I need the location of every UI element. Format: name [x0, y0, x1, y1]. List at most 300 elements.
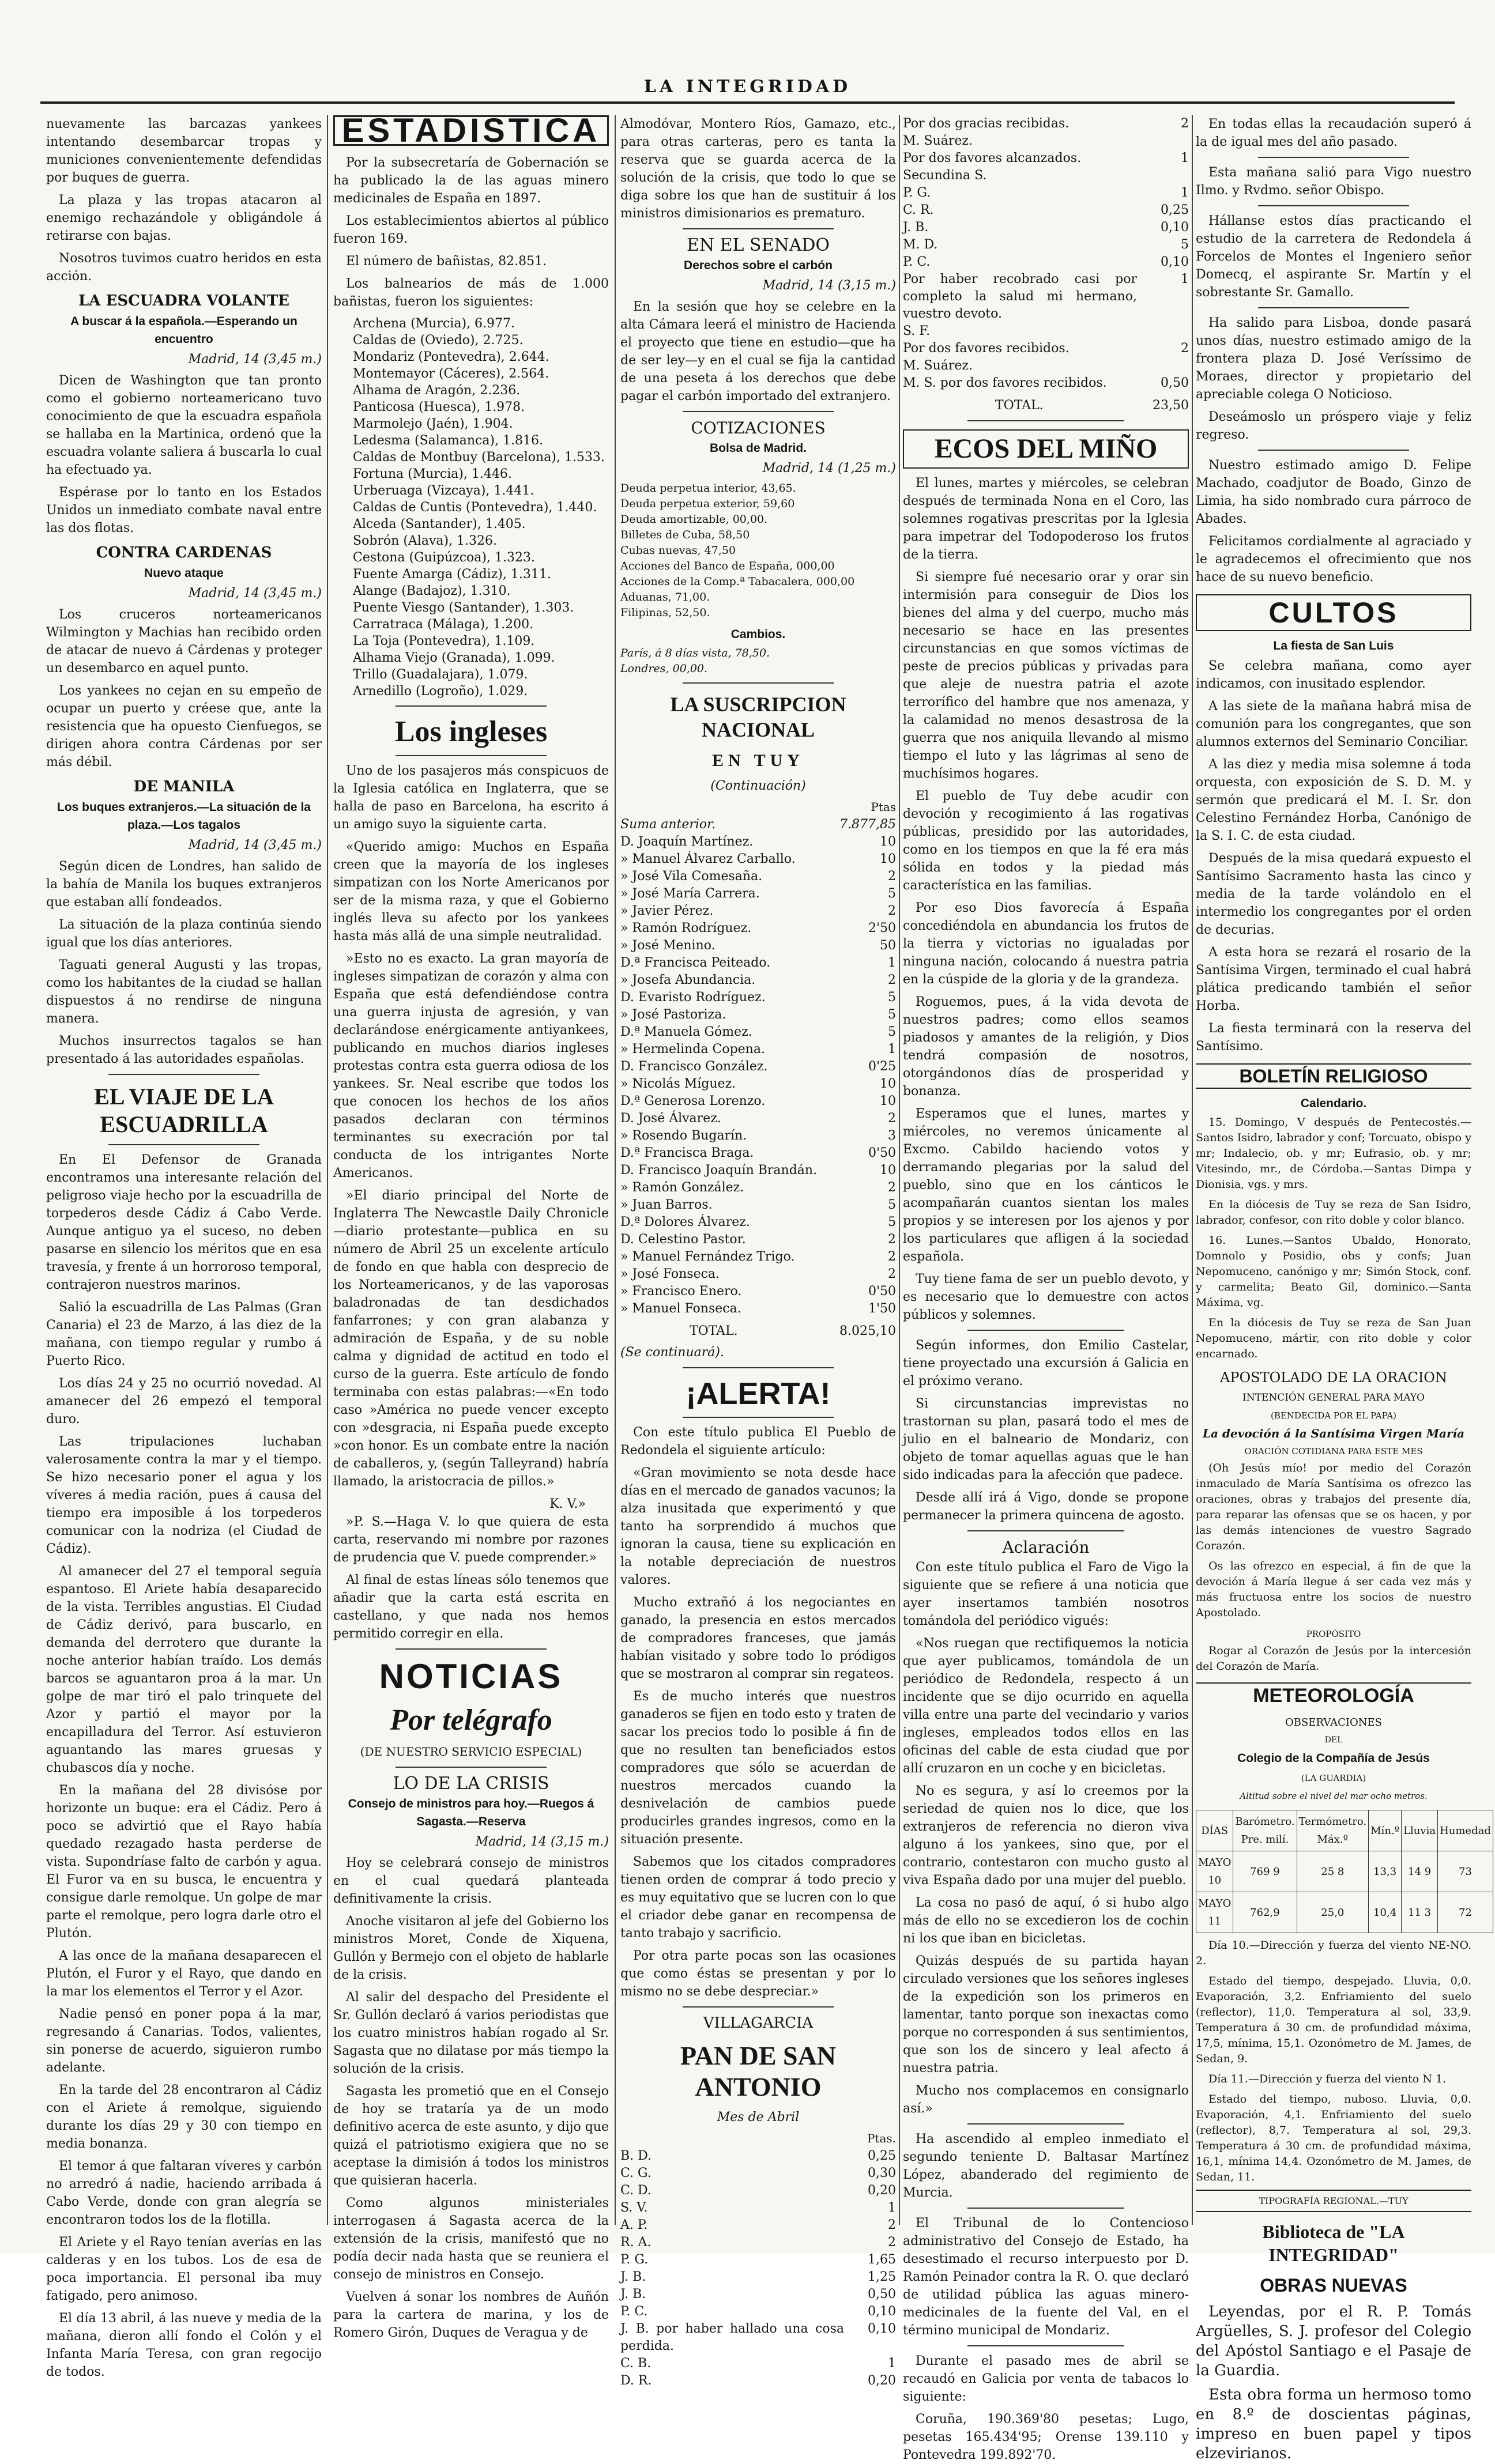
section-kicker: La devoción á la Santísima Virgen María	[1202, 1427, 1465, 1440]
paragraph: Como algunos ministeriales interrogasen á Sagasta acerca de la extensión de la crisis, manifestó que no podía decir nada hasta que se reuniera el consejo de ministros en Consejo.	[333, 2196, 609, 2282]
list-row	[620, 989, 896, 1006]
list-row-value: 0,10	[868, 2322, 896, 2336]
separator	[683, 682, 834, 684]
list-row-label: » Rosendo Bugarín.	[620, 1129, 747, 1143]
list-row-value: 5	[1181, 237, 1189, 252]
list-row-value: 1	[888, 956, 896, 970]
list-row-label: » José Vila Comesaña.	[620, 869, 763, 884]
separator	[396, 705, 547, 707]
paragraph: Hoy se celebrará consejo de ministros en el cual quedará planteada definitivamente la crisis.	[333, 1856, 609, 1906]
section-kicker: Bolsa de Madrid.	[709, 442, 807, 455]
paragraph: Felicitamos cordialmente al agraciado y le agradecemos el ofrecimiento que nos hace de su nuevo beneficio.	[1196, 534, 1471, 584]
list-row-value: 0,10	[1161, 255, 1189, 269]
paragraph: Los cruceros norteamericanos Wilmington y Machias han recibido orden de atacar de nuevo á Cárdenas y proteger un desembarco en aquel punto.	[46, 607, 322, 676]
column-5	[1196, 115, 1491, 2462]
paragraph: Anoche visitaron al jefe del Gobierno los ministros Moret, Conde de Xiquena, Gullón y Bermejo con el objeto de hablarle de la crisis.	[333, 1914, 609, 1982]
list-row-value: 2	[888, 1250, 896, 1264]
paragraph: La plaza y las tropas atacaron al enemigo rechazándole y obligándole á retirarse con bajas.	[46, 193, 322, 243]
list-row-label: B. D.	[620, 2149, 652, 2163]
paragraph: Si siempre fué necesario orar y orar sin intermisión para conseguir de Dios los bienes del alma y del cuerpo, mucho más necesario se hace en las presentes circunstancias en que somos víctimas de peste de precios públicas y privadas para que aleje de nuestra patria el azote terrorífico del hambre que nos amenaza, y la calamidad no menos desastrosa de la guerra que nos aniquila llevando al mismo tiempo el luto y las lágrimas al seno de muchísimos hogares.	[903, 570, 1189, 781]
list-row	[903, 150, 1189, 167]
list-row-value: 0,20	[868, 2183, 896, 2198]
list-item: Archena (Murcia), 6.977.	[353, 316, 515, 331]
list-row-label: » Javier Pérez.	[620, 904, 714, 918]
list-row	[903, 133, 1189, 150]
section-kicker: (LA GUARDIA)	[1301, 1773, 1366, 1783]
separator	[396, 1767, 547, 1768]
list-item: París, á 8 días vista, 78,50.	[620, 647, 770, 659]
section-heading: CULTOS	[1196, 594, 1471, 631]
paragraph: Deseámoslo un próspero viaje y feliz regreso.	[1196, 410, 1471, 442]
list-row-label: » Francisco Enero.	[620, 1284, 742, 1299]
dateline: Madrid, 14 (3,15 m.)	[762, 278, 896, 293]
donor-list	[620, 833, 896, 1318]
list-row-label: » Nicolás Míguez.	[620, 1077, 736, 1091]
list-row	[903, 167, 1189, 184]
column-4	[903, 115, 1189, 2462]
separator	[683, 411, 834, 412]
list-row-value: 10	[880, 1163, 896, 1178]
section-kicker: A buscar á la española.—Esperando un encuentro	[70, 315, 298, 346]
paragraph: La fiesta terminará con la reserva del Santísimo.	[1196, 1021, 1471, 1054]
paragraph: (Oh Jesús mío! por medio del Corazón inmaculado de María Santísima os ofrezco las oraciones, obras y trabajos del presente día, para reparar las ofensas que se os hacen, y por las demás intenciones de vuestro Sagrado Corazón.	[1196, 1462, 1471, 1552]
list-row-label: S. F.	[903, 324, 931, 338]
paragraph: Almodóvar, Montero Ríos, Gamazo, etc., para otras carteras, pero es tanta la reserva que se guarda acerca de la solución de la crisis, que todo lo que se diga sobre los que han de sustituir á los ministros dimisionarios es prematuro.	[620, 117, 896, 221]
list-row-label: D. Francisco González.	[620, 1059, 768, 1074]
section-kicker: Derechos sobre el carbón	[684, 259, 833, 272]
list-item: Fortuna (Murcia), 1.446.	[353, 467, 512, 481]
list-row	[903, 271, 1189, 323]
separator	[1258, 450, 1410, 451]
list-row	[620, 2199, 896, 2217]
separator	[967, 1330, 1125, 1331]
paragraph: Estado del tiempo, despejado. Lluvia, 0,0. Evaporación, 3,2. Enfriamiento del suelo (reflector), 11,0. Temperatura al sol, 33,9. Temperatura á 30 cm. de profundidad máxima, 17,5, mínima, 15,1. Ozonómetro de M. James, de Sedan, 9.	[1196, 1975, 1471, 2065]
paragraph: El Ariete y el Rayo tenían averías en las calderas y en los tubos. Los de esa de poca importancia. El personal iba muy fatigado, pero animoso.	[46, 2235, 322, 2303]
list-row-value: 2	[888, 1232, 896, 1247]
currency-label: Ptas.	[867, 2131, 896, 2145]
section-kicker: La fiesta de San Luis	[1273, 639, 1394, 652]
paragraph: Mucho extrañó á los negociantes en ganado, la presencia en estos mercados de compradores franceses, que jamás habían visitado y sobre todo lo pródigos que se mostraron al comprar sin regateos.	[620, 1595, 896, 1681]
list-row-value: 0'50	[868, 1146, 896, 1160]
paragraph: Roguemos, pues, á la vida devota de nuestros padres; como ellos seamos piadosos y amantes de la religión, y Dios tendrá compasión de nosotros, otorgándonos días de prosperidad y bonanza.	[903, 995, 1189, 1099]
list-row-label: J. B.	[903, 220, 929, 235]
paragraph: Con este título publica el Faro de Vigo la siguiente que se refiere á una noticia que ayer insertamos también nosotros tomándola del periódico vigués:	[903, 1560, 1189, 1628]
paragraph: En la sesión que hoy se celebre en la alta Cámara leerá el ministro de Hacienda el proyecto que tiene en estudio—que ha de ser ley—y en el cual se fija la cantidad de una peseta á los derechos que debe pagar el carbón importado del extranjero.	[620, 300, 896, 403]
list-row-value: 1	[1181, 186, 1189, 200]
list-row-value: 2	[888, 1267, 896, 1281]
list-row-value	[1137, 133, 1189, 150]
list-item: Urberuaga (Vizcaya), 1.441.	[353, 484, 534, 498]
list-item: Arnedillo (Logroño), 1.029.	[353, 684, 528, 699]
paragraph: Hállanse estos días practicando el estudio de la carretera de Redondela á Forcelos de Montes el Ingeniero señor Domecq, el aspirante Sr. Martín y el sobrestante Sr. Gamallo.	[1196, 214, 1471, 300]
paragraph: «Querido amigo: Muchos en España creen que la mayoría de los ingleses simpatizan con los Norte Americanos por ser de la misma raza, y que el Gobierno inglés lleva su afecto por los yankees hasta más allá de una simple neutralidad.	[333, 840, 609, 944]
list-row	[620, 1110, 896, 1127]
list-row-value: 2	[888, 1111, 896, 1126]
printer-line: TIPOGRAFÍA REGIONAL.—TUY	[1196, 2190, 1471, 2212]
list-row	[620, 954, 896, 972]
paragraph: La situación de la plaza continúa siendo igual que los días anteriores.	[46, 918, 322, 950]
paragraph: Los días 24 y 25 no ocurrió novedad. Al amanecer del 26 empezó el temporal duro.	[46, 1376, 322, 1427]
dateline: Madrid, 14 (3,45 m.)	[188, 586, 322, 601]
list-row-label: » José Menino.	[620, 938, 716, 953]
paragraph: »P. S.—Haga V. lo que quiera de esta carta, reservando mi nombre por razones de prudencia que V. puede comprender.»	[333, 1515, 609, 1565]
paragraph: Rogar al Corazón de Jesús por la intercesión del Corazón de María.	[1196, 1644, 1471, 1673]
column-rule	[327, 115, 328, 2225]
paragraph: »El diario principal del Norte de Inglaterra The Newcastle Daily Chronicle—diario protestante—publica en su número de Abril 25 un excelente artículo de fondo en que habla con desprecio de los Norteamericanos, y de las vaporosas baladronadas de tan desdichados fanfarrones; y con gran alabanza y admiración de España, y de su noble calma y dignidad de actitud en todo el curso de la guerra. Este artículo de fondo terminaba con estas palabras:—«En todo caso »América no puede vencer excepto con »desgracia, ni España puede excepto »con honor. Es un combate entre la nación de caballeros, y, (según Talleyrand) habría llamado, la aristocracia de pillos.»	[333, 1188, 609, 1489]
list-row	[620, 2269, 896, 2286]
paragraph: A esta hora se rezará el rosario de la Santísima Virgen, terminado el cual habrá plática predicando también el señor Horba.	[1196, 945, 1471, 1013]
list-item: Montemayor (Cáceres), 2.564.	[353, 367, 549, 381]
table-cell: 13,3	[1369, 1851, 1402, 1892]
list-row	[903, 202, 1189, 219]
list-row	[620, 2320, 896, 2355]
column-rule	[615, 115, 616, 2225]
list-row	[620, 1179, 896, 1197]
list-row-label: Por dos gracias recibidas.	[903, 116, 1070, 131]
paragraph: Al salir del despacho del Presidente el Sr. Gullón declaró á varios periodistas que los cuatro ministros habían rogado al Sr. Sagasta que no dilatase por más tiempo la solución de la crisis.	[333, 1990, 609, 2076]
section-kicker: Consejo de ministros para hoy.—Ruegos á Sagasta.—Reserva	[348, 1797, 594, 1828]
table-header-cell: Termómetro. Máx.º	[1297, 1810, 1369, 1851]
list-item: Ledesma (Salamanca), 1.816.	[353, 433, 544, 448]
list-row-label: C. R.	[903, 203, 934, 217]
list-item: Alhama de Aragón, 2.236.	[353, 383, 521, 398]
list-row-value: 5	[888, 1008, 896, 1022]
separator	[967, 2345, 1125, 2346]
paragraph: A las diez y media misa solemne á toda orquesta, con exposición de S. D. M. y sermón que predicará el M. I. Sr. don Celestino Fernández Horba, Canónigo de la S. I. C. de esta ciudad.	[1196, 757, 1471, 843]
list-row-value: 10	[880, 852, 896, 866]
paragraph: 15. Domingo, V después de Pentecostés.—Santos Isidro, labrador y conf; Torcuato, obispo y mr; Indalecio, ob. y mr; Eufrasio, ob. y mr; Vitesindo, mr., de Córdoba.—Santas Dimpa y Dionisia, vgs. y mrs.	[1196, 1116, 1471, 1191]
separator	[108, 1144, 260, 1145]
paragraph: El temor á que faltaran víveres y carbón no arredró á nadie, haciendo arribada á Cabo Verde, donde con gran alegría se encontraron todos los de la flotilla.	[46, 2159, 322, 2227]
list-row-label: » Juan Barros.	[620, 1198, 713, 1212]
list-row	[620, 833, 896, 851]
section-heading: ESTADISTICA	[333, 115, 609, 146]
list-row	[620, 1076, 896, 1093]
paragraph: En todas ellas la recaudación superó á la de igual mes del año pasado.	[1196, 117, 1471, 149]
list-row-label: Por haber recobrado casi por completo la salud mi hermano, vuestro devoto.	[903, 272, 1137, 321]
section-heading: Aclaración	[1002, 1538, 1090, 1557]
list-row-label: R. A.	[620, 2235, 652, 2250]
separator	[967, 1530, 1125, 1531]
list-row	[620, 2148, 896, 2165]
list-row-label: » Josefa Abundancia.	[620, 973, 756, 987]
paragraph: Os las ofrezco en especial, á fin de que la devoción á María llegue á ser cada vez más y más fructuosa entre los socios de nuestro Apostolado.	[1196, 1560, 1471, 1619]
section-heading: VILLAGARCIA	[703, 2014, 814, 2032]
paragraph: El día 13 abril, á las nueve y media de la mañana, dieron allí fondo el Colón y el Infanta María Teresa, con gran regocijo de todos.	[46, 2311, 322, 2379]
list-row	[620, 2182, 896, 2199]
list-row-label: Por dos favores recibidos.	[903, 341, 1070, 356]
paragraph: Ha salido para Lisboa, donde pasará unos días, nuestro estimado amigo de la frontera plaza D. José Veríssimo de Moraes, director y propietario del apreciable colega O Noticioso.	[1196, 316, 1471, 402]
fx-list	[620, 646, 896, 677]
list-row-value: 1	[1181, 272, 1189, 286]
list-item: Filipinas, 52,50.	[620, 606, 710, 619]
list-item: Aduanas, 71,00.	[620, 591, 710, 603]
list-row-value: 10	[880, 1077, 896, 1091]
list-row-label: D.ª Dolores Álvarez.	[620, 1215, 750, 1229]
list-row-label: Por dos favores alcanzados.	[903, 151, 1082, 165]
dateline: Madrid, 14 (3,45 m.)	[188, 838, 322, 852]
list-item: Alange (Badajoz), 1.310.	[353, 584, 511, 598]
paragraph: Ha ascendido al empleo inmediato el segundo teniente D. Baltasar Martínez López, abanderado del regimiento de Murcia.	[903, 2132, 1189, 2200]
section-heading: BOLETÍN RELIGIOSO	[1196, 1063, 1471, 1089]
list-row	[620, 937, 896, 954]
paragraph: Es de mucho interés que nuestros ganaderos se fijen en todo esto y traten de sacar los precios todo lo posible á fin de que no resulten tan beneficiados estos compradores que sólo se acuerdan de nuestros mercados cuando la desnivelación de cambios puede producirles grandes ingresos, como en la situación presente.	[620, 1689, 896, 1847]
paragraph: El Tribunal de lo Contencioso administrativo del Consejo de Estado, ha desestimado el recurso interpuesto por D. Ramón Peinador contra la R. O. que declaró de utilidad pública las aguas minero-medicinales de la fuente del Val, en el término municipal de Mondariz.	[903, 2216, 1189, 2338]
list-row-value: 0,25	[868, 2149, 896, 2163]
paragraph: En la tarde del 28 encontraron al Cádiz con el Ariete á remolque, siguiendo durante los días 29 y 30 con tiempo en media bonanza.	[46, 2083, 322, 2151]
paragraph: Al amanecer del 27 el temporal seguía espantoso. El Ariete había desaparecido de la vista. Terribles angustias. El Ciudad de Cádiz derivó, para buscarlo, en demanda del derrotero que durante la noche anterior habían traído. Los demás barcos se aguantaron proa á la mar. Un golpe de mar tiró el palo trinquete del Azor y partió el mayor por la encapilladura del Terror. Así estuvieron aguantando las mares gruesas y chubascos día y noche.	[46, 1564, 322, 1775]
paragraph: Día 11.—Dirección y fuerza del viento N 1.	[1208, 2073, 1447, 2085]
section-heading: DE MANILA	[133, 778, 235, 795]
list-row-label: » José Pastoriza.	[620, 1008, 726, 1022]
list-item: Panticosa (Huesca), 1.978.	[353, 400, 525, 414]
list-row-value: 2'50	[868, 921, 896, 935]
list-row-label: M. S. por dos favores recibidos.	[903, 376, 1107, 390]
separator	[967, 2208, 1125, 2209]
section-kicker: PROPÓSITO	[1306, 1629, 1361, 1639]
list-row-value: 0,10	[1161, 220, 1189, 235]
list-item: Carratraca (Málaga), 1.200.	[353, 617, 534, 632]
column-rule	[1192, 115, 1193, 2225]
separator	[967, 2123, 1125, 2125]
list-row-label: » Manuel Fonseca.	[620, 1301, 741, 1316]
list-row-value	[1137, 357, 1189, 375]
paragraph: Después de la misa quedará expuesto el Santísimo Sacramento hasta las cinco y media de la tarde volándolo en el intermedio los congregantes por el orden de decurias.	[1196, 851, 1471, 937]
list-row-label: P. C.	[620, 2304, 648, 2319]
column-3	[620, 115, 896, 2388]
list-row-value: 0'25	[868, 1059, 896, 1074]
section-kicker: DEL	[1324, 1735, 1343, 1745]
list-row-label: » José María Carrera.	[620, 886, 760, 901]
list-row	[903, 219, 1189, 236]
paragraph: Por otra parte pocas son las ocasiones que como éstas se presentan y por lo mismo no se debe despreciar.»	[620, 1949, 896, 1999]
paragraph: «Gran movimiento se nota desde hace días en el mercado de ganados vacunos; la alza inusitada que experimentó y que tanto ha sorprendido á muchos que ignoran la causa, tiene su explicación en la notable depreciación de nuestros valores.	[620, 1466, 896, 1587]
paragraph: En la diócesis de Tuy se reza de San Isidro, labrador, confesor, con rito doble y color blanco.	[1196, 1198, 1471, 1227]
list-item: Cubas nuevas, 47,50	[620, 544, 736, 557]
separator	[683, 2006, 834, 2008]
list-row	[620, 851, 896, 868]
paragraph: Si circunstancias imprevistas no trastornan su plan, pasará todo el mes de julio en el balneario de Mondariz, con objeto de tomar aquellas aguas que le han sido indicadas para la afección que padece.	[903, 1397, 1189, 1482]
list-row-value: 1	[1181, 151, 1189, 165]
section-heading: Por telégrafo	[390, 1704, 552, 1737]
separator	[1258, 157, 1410, 158]
paragraph: Espérase por lo tanto en los Estados Unidos un inmediato combate naval entre las dos flotas.	[46, 485, 322, 535]
list-row: Suma anterior. 7.877,85	[620, 817, 896, 832]
list-row-value: 1	[888, 2201, 896, 2215]
list-item: Trillo (Guadalajara), 1.079.	[353, 667, 528, 682]
list-row-value: 5	[888, 990, 896, 1005]
paragraph: Se celebra mañana, como ayer indicamos, con inusitado esplendor.	[1196, 659, 1471, 691]
paragraph: Salió la escuadrilla de Las Palmas (Gran Canaria) el 23 de Marzo, á las diez de la mañana, con tiempo regular y rumbo á Puerto Rico.	[46, 1300, 322, 1368]
list-row-value: 0,30	[868, 2166, 896, 2180]
list-item: Mondariz (Pontevedra), 2.644.	[353, 350, 549, 364]
paragraph: Sabemos que los citados compradores tienen orden de comprar á todo precio y es muy equitativo que se lucren con lo que el criador debe ganar en recompensa de tanto trabajo y sacrificio.	[620, 1855, 896, 1941]
weather-table-header	[1196, 1810, 1493, 1851]
paragraph: Los yankees no cejan en su empeño de ocupar un puerto y créese que, ante la resistencia que ha opuesto Cienfuegos, se dirigen ahora contra Cárdenas por ser más débil.	[46, 684, 322, 769]
list-row-value: 2	[888, 1180, 896, 1195]
section-heading: EL VIAJE DE LA ESCUADRILLA	[94, 1084, 274, 1137]
list-row-label: C. B.	[620, 2356, 652, 2371]
list-row-label: Secundina S.	[903, 168, 987, 183]
list-row-label: D.ª Francisca Peiteado.	[620, 956, 771, 970]
section-kicker: OBSERVACIONES	[1285, 1716, 1382, 1729]
list-row	[620, 1214, 896, 1231]
list-row-label: J. B.	[620, 2287, 646, 2301]
list-item: Caldas de Cuntis (Pontevedra), 1.440.	[353, 500, 597, 515]
list-row-value: 5	[888, 1215, 896, 1229]
paragraph: Mucho nos complacemos en consignarlo así.»	[903, 2084, 1189, 2116]
list-row	[620, 2355, 896, 2372]
list-row-label: M. D.	[903, 237, 938, 252]
section-heading: Biblioteca de "LA INTEGRIDAD"	[1262, 2221, 1405, 2265]
paragraph: Dicen de Washington que tan pronto como el gobierno norteamericano tuvo conocimiento de que la escuadra española se hallaba en la Martinica, ordenó que la escuadra volante saliera á buscarla lo cual ha efectuado ya.	[46, 373, 322, 477]
table-cell: 14 9	[1402, 1851, 1438, 1892]
separator	[1258, 307, 1410, 308]
continuation-note: (Se continuará).	[620, 1345, 724, 1360]
table-cell: 10,4	[1369, 1892, 1402, 1933]
weather-table-body	[1196, 1851, 1493, 1933]
table-cell: MAYO 11	[1196, 1892, 1233, 1933]
list-row	[620, 2286, 896, 2303]
list-item: Acciones del Banco de España, 000,00	[620, 560, 835, 572]
paragraph: Con este título publica El Pueblo de Redondela el siguiente artículo:	[620, 1425, 896, 1458]
paragraph: El lunes, martes y miércoles, se celebran después de terminada Nona en el Coro, las solemnes rogativas prescritas por la Iglesia para impetrar del Todopoderoso los frutos de la tierra.	[903, 476, 1189, 562]
list-row-value: 10	[880, 835, 896, 849]
list-row-label: D. R.	[620, 2374, 652, 2388]
section-kicker: (DE NUESTRO SERVICIO ESPECIAL)	[360, 1745, 582, 1759]
section-heading: NOTICIAS	[379, 1657, 563, 1696]
list-row-value	[1137, 323, 1189, 340]
paragraph: La cosa no pasó de aquí, ó si hubo algo más de ello no se excedieron los de cochin ni los que iban en bicicletas.	[903, 1896, 1189, 1946]
spa-list	[333, 315, 609, 700]
table-cell: 72	[1438, 1892, 1493, 1933]
paragraph: Los establecimientos abiertos al público fueron 169.	[333, 214, 609, 246]
list-row-value: 5	[888, 1198, 896, 1212]
table-header-cell: DÍAS	[1196, 1810, 1233, 1851]
list-row-label: » José Fonseca.	[620, 1267, 720, 1281]
list-row-value: 2	[1181, 341, 1189, 356]
list-row-label: A. P.	[620, 2218, 648, 2232]
separator	[683, 228, 834, 229]
list-row	[620, 1006, 896, 1024]
paragraph: »Esto no es exacto. La gran mayoría de ingleses simpatizan de corazón y alma con España que está defendiéndose contra una guerra injusta de agresión, y van declarándose enérgicamente antiyankees, publicando en muchos diarios ingleses protestas contra esta guerra odiosa de los yankees. Sr. Neal escribe que todos los que conocen los hechos de los años pasados declaran con términos terminantes su execración por tal conducta de los intrigantes Norte Americanos.	[333, 952, 609, 1180]
list-row	[620, 1300, 896, 1318]
list-row-value: 2	[888, 869, 896, 884]
list-row-label: D. Joaquín Martínez.	[620, 835, 754, 849]
list-row	[620, 2217, 896, 2234]
list-row-label: D. José Álvarez.	[620, 1111, 721, 1126]
list-row	[620, 920, 896, 937]
list-row	[620, 1041, 896, 1058]
section-kicker: Cambios.	[730, 628, 786, 641]
list-row-label: P. G.	[620, 2252, 649, 2267]
paragraph: Uno de los pasajeros más conspicuos de la Iglesia católica en Inglaterra, que se halla de paso en Barcelona, ha escrito á un amigo suyo la siguiente carta.	[333, 764, 609, 832]
section-heading: LO DE LA CRISIS	[393, 1774, 549, 1794]
signature: K. V.»	[549, 1497, 586, 1511]
list-row	[620, 1283, 896, 1300]
list-row	[620, 2303, 896, 2320]
weather-table	[1196, 1810, 1493, 1933]
table-cell: 25,0	[1297, 1892, 1369, 1933]
currency-label: Ptas	[871, 800, 896, 814]
paragraph: Por la subsecretaría de Gobernación se ha publicado la de las aguas minero medicinales de España en 1897.	[333, 156, 609, 206]
paragraph: Nuestro estimado amigo D. Felipe Machado, coadjutor de Boado, Ginzo de Limia, ha sido nombrado cura párroco de Abades.	[1196, 458, 1471, 526]
dateline: Madrid, 14 (3,15 m.)	[475, 1835, 609, 1849]
masthead	[40, 69, 1455, 104]
list-row-label: J. B. por haber hallado una cosa perdida.	[620, 2322, 844, 2353]
section-heading: EN EL SENADO	[686, 235, 830, 255]
paragraph: nuevamente las barcazas yankees intentando desembarcar tropas y municiones convenientemente defendidas por buques de guerra.	[46, 117, 322, 185]
list-row-value: 0,50	[1161, 376, 1189, 390]
table-header-cell: Humedad	[1438, 1810, 1493, 1851]
table-cell: 762,9	[1233, 1892, 1297, 1933]
table-cell: 11 3	[1402, 1892, 1438, 1933]
separator	[396, 755, 547, 756]
paragraph: Leyendas, por el R. P. Tomás Argüelles, S. J. profesor del Colegio del Apóstol Santiago e el Pasaje de la Guardia.	[1196, 2303, 1471, 2379]
table-cell: 73	[1438, 1851, 1493, 1892]
list-row-value: 0,25	[1161, 203, 1189, 217]
list-row	[620, 2165, 896, 2182]
table-cell: MAYO 10	[1196, 1851, 1233, 1892]
list-row-value: 2	[888, 973, 896, 987]
list-row	[620, 903, 896, 920]
list-row-label: » Hermelinda Copena.	[620, 1042, 765, 1056]
section-heading: PAN DE SAN ANTONIO	[680, 2041, 837, 2101]
dateline: Madrid, 14 (1,25 m.)	[762, 461, 896, 476]
paragraph: «Nos ruegan que rectifiquemos la noticia que ayer publicamos, tomándola de un periódico de Redondela, respecto á un incidente que se dijo ocurrido en aquella villa entre una parte del vecindario y varios ingleses, empleados todos ellos en las oficinas del cable de esta ciudad que por allí cruzaron en un coche y en bicicletas.	[903, 1636, 1189, 1776]
list-row-value: 1,25	[868, 2270, 896, 2284]
continuation-note: (Continuación)	[710, 779, 806, 793]
list-row-label: J. B.	[620, 2270, 646, 2284]
list-item: Sobrón (Alava), 1.326.	[353, 534, 498, 548]
list-row	[903, 323, 1189, 340]
list-row	[620, 1231, 896, 1248]
section-heading: LA SUSCRIPCION NACIONAL	[670, 693, 846, 741]
paragraph: A las siete de la mañana habrá misa de comunión para los congregantes, que son alumnos externos del Seminario Conciliar.	[1196, 699, 1471, 749]
paragraph: Muchos insurrectos tagalos se han presentado á las autoridades españolas.	[46, 1034, 322, 1066]
paragraph: En El Defensor de Granada encontramos una interesante relación del peligroso viaje hecho por la escuadrilla de torpederos desde Cádiz á Cabo Verde. Aunque antiguo ya el suceso, no deben pasarse en silencio los méritos que en esa travesía, y frente á un horroroso temporal, contrajeron nuestros marinos.	[46, 1153, 322, 1292]
paragraph: Las tripulaciones luchaban valerosamente contra la mar y el tiempo. Se hizo necesario poner el agua y los víveres á media ración, pues á causa del tiempo era imposible á los torpederos comunicar con la nodriza (el Ciudad de Cádiz).	[46, 1435, 322, 1556]
paragraph: El pueblo de Tuy debe acudir con devoción y recogimiento á las rogativas públicas, presidido por las autoridades, como en los tiempos en que la fé era más sólida en todos y la piedad más característica en las familias.	[903, 789, 1189, 893]
separator	[683, 1417, 834, 1418]
quote-list	[620, 481, 896, 621]
paragraph: Esperamos que el lunes, martes y miércoles, no veremos únicamente al Excmo. Cabildo haciendo votos y derramando plegarias por la salud del pueblo, sino que en los cánticos le acompañarán cuantos sientan los males propios y se interesen por los ajenos y por los particulares que afligen á la sociedad española.	[903, 1107, 1189, 1264]
list-row-label: » Manuel Fernández Trigo.	[620, 1250, 795, 1264]
table-cell: 769 9	[1233, 1851, 1297, 1892]
list-row-label: » Manuel Álvarez Carballo.	[620, 852, 796, 866]
list-row	[903, 236, 1189, 254]
paragraph: Taguati general Augusti y las tropas, como los habitantes de la ciudad se hallan dispuestos á no rendirse de ninguna manera.	[46, 958, 322, 1026]
list-row-label: M. Suárez.	[903, 359, 973, 373]
list-row	[620, 1197, 896, 1214]
list-row-label: D.ª Francisca Braga.	[620, 1146, 754, 1160]
table-header-cell: Lluvia	[1402, 1810, 1438, 1851]
list-row-label: P. C.	[903, 255, 931, 269]
list-item: Billetes de Cuba, 58,50	[620, 529, 750, 541]
section-kicker: INTENCIÓN GENERAL PARA MAYO	[1242, 1392, 1425, 1403]
paragraph: Día 10.—Dirección y fuerza del viento NE-NO. 2.	[1196, 1939, 1471, 1967]
list-row-value: 0,10	[868, 2304, 896, 2319]
list-item: La Toja (Pontevedra), 1.109.	[353, 634, 535, 648]
list-row-label: S. V.	[620, 2201, 648, 2215]
paragraph: Por eso Dios favorecía á España concediéndola en abundancia los frutos de la tierra y victorias no igualadas por ninguna nación, colocando á nuestra patria en la cúspide de la gloria y de la grandeza.	[903, 901, 1189, 987]
paragraph: Esta obra forma un hermoso tomo en 8.º de doscientas páginas, impreso en buen papel y tipos elzevirianos.	[1196, 2386, 1471, 2462]
paragraph: Esta mañana salió para Vigo nuestro Ilmo. y Rvdmo. señor Obispo.	[1196, 165, 1471, 198]
paragraph: Durante el pasado mes de abril se recaudó en Galicia por venta de tabacos lo siguiente:	[903, 2354, 1189, 2404]
list-row-value: 0,20	[868, 2374, 896, 2388]
paragraph: Coruña, 190.369'80 pesetas; Lugo, pesetas 165.434'95; Orense 139.110 y Pontevedra 199.892'70.	[903, 2412, 1189, 2462]
list-row-value: 5	[888, 886, 896, 901]
